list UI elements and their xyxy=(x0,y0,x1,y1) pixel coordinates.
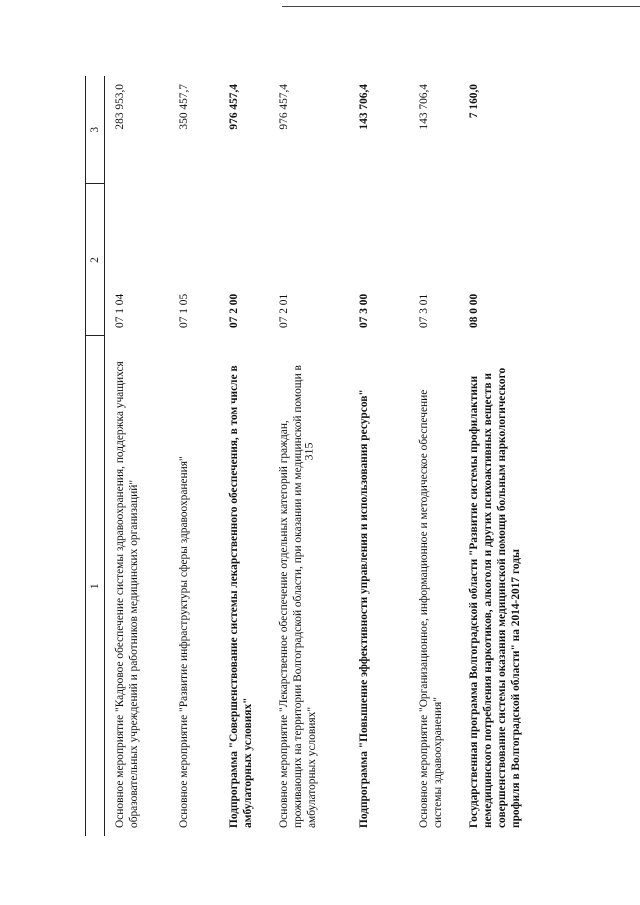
row-amount: 350 457,7 xyxy=(178,84,190,130)
row-code: 07 3 01 xyxy=(418,293,430,328)
top-rule xyxy=(282,6,640,7)
row-code: 07 3 00 xyxy=(358,293,370,328)
budget-table xyxy=(85,76,605,836)
row-name: Подпрограмма "Совершенствование системы лекарственного обеспечения, в том числе в амбулаторных условиях" xyxy=(228,365,254,828)
table-row xyxy=(269,76,349,836)
row-code: 07 2 00 xyxy=(228,293,240,328)
header-col-1: 1 xyxy=(86,336,105,836)
table-row xyxy=(459,76,571,836)
table-row xyxy=(169,76,219,836)
page-number: 315 xyxy=(301,442,316,461)
row-amount: 143 706,4 xyxy=(418,84,430,130)
row-name: Основное мероприятие "Организационное, информационное и методическое обеспечение системы здравоохранения" xyxy=(418,389,444,828)
table-row xyxy=(409,76,459,836)
row-code: 07 1 04 xyxy=(114,293,126,328)
header-col-2: 2 xyxy=(86,184,105,336)
row-amount: 7 160,0 xyxy=(468,84,480,119)
table-row xyxy=(105,76,170,836)
row-amount: 283 953,0 xyxy=(114,84,126,130)
table-row xyxy=(219,76,269,836)
row-name: Основное мероприятие "Кадровое обеспечение системы здравоохранения, поддержка учащихся образовательных учреждений и работников медицинских организаций" xyxy=(114,361,140,828)
row-name: Основное мероприятие "Лекарственное обеспечение отдельных категорий граждан, проживающих на территории Волгоградской области, при оказании им медицинской помощи в амбулаторных условиях" xyxy=(278,365,318,828)
row-amount: 976 457,4 xyxy=(228,84,240,130)
row-code: 07 2 01 xyxy=(278,293,290,328)
row-code: 08 0 00 xyxy=(468,293,480,328)
row-name: Подпрограмма "Повышение эффективности управления и использования ресурсов" xyxy=(358,389,370,828)
row-amount: 143 706,4 xyxy=(358,84,370,130)
table-row xyxy=(349,76,409,836)
row-code: 07 1 05 xyxy=(178,293,190,328)
row-amount: 976 457,4 xyxy=(278,84,290,130)
row-name: Государственная программа Волгоградской области "Развитие системы профилактики немедицинского потребления наркотиков, алкоголя и других психоактивных веществ и совершенствование системы оказания медицинской помощи больным наркологического профиля в Волгоградской области" на 2014-2017 годы xyxy=(468,367,522,828)
table-header-row xyxy=(86,76,105,836)
row-name: Основное мероприятие "Развитие инфраструктуры сферы здравоохранения" xyxy=(178,456,190,828)
header-col-3: 3 xyxy=(86,76,105,184)
